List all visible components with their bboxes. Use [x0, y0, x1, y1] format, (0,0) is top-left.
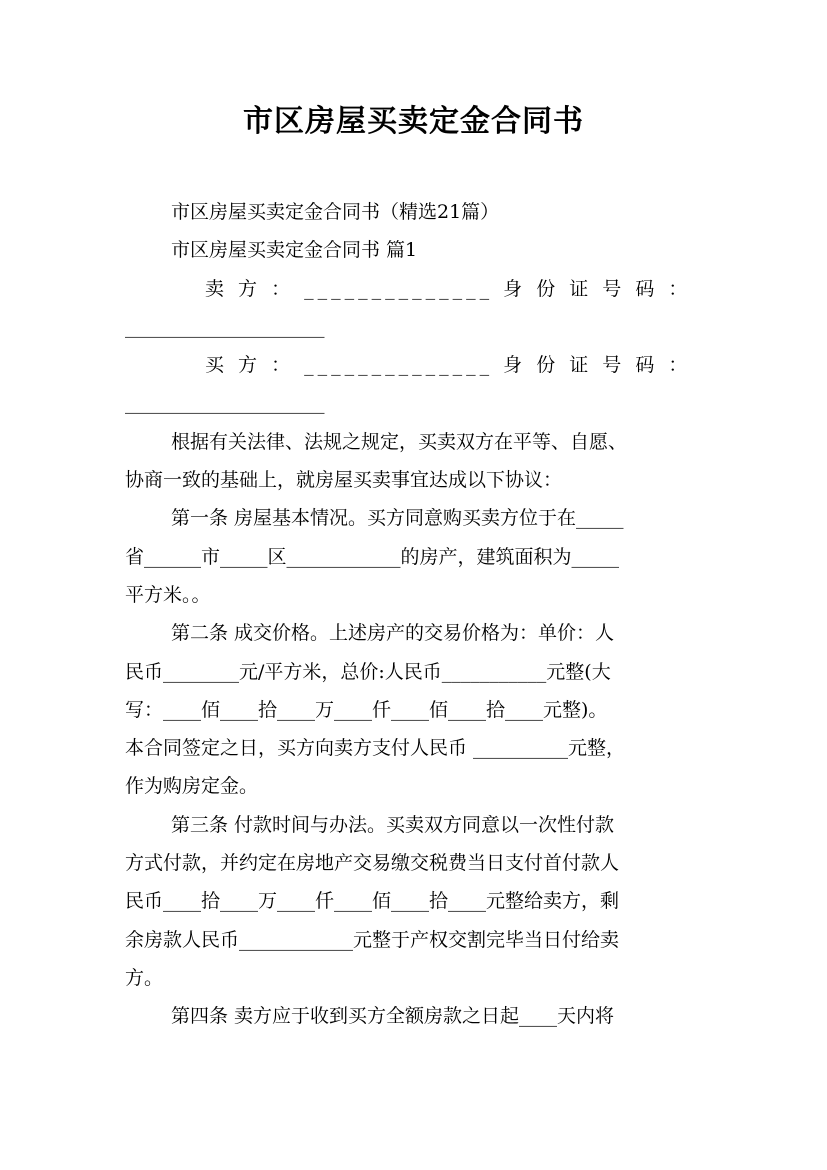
paragraph-line: 民币____拾____万____仟____佰____拾____元整给卖方，剩	[125, 890, 620, 913]
seller-id-blank: _____________________	[125, 315, 325, 338]
paragraph-line: 第三条 付款时间与办法。买卖双方同意以一次性付款	[171, 813, 615, 836]
paragraph-line: 第一条 房屋基本情况。买方同意购买卖方位于在_____	[171, 507, 624, 530]
paragraph-line: 方。	[125, 966, 164, 989]
paragraph-line: 作为购房定金。	[125, 775, 259, 798]
paragraph-line: 本合同签定之日，买方向卖方支付人民币 __________元整，	[125, 737, 626, 760]
paragraph-line: 民币________元/平方米，总价:人民币___________元整(大	[125, 660, 611, 683]
document-body	[125, 193, 715, 1036]
paragraph-line: 余房款人民币____________元整于产权交割完毕当日付给卖	[125, 928, 620, 951]
document-title: 市区房屋买卖定金合同书	[243, 104, 584, 139]
paragraph-line: 方式付款，并约定在房地产交易缴交税费当日支付首付款人	[125, 852, 620, 875]
paragraph-line: 平方米。。	[125, 583, 211, 606]
buyer-id-blank: _____________________	[125, 392, 325, 415]
paragraph-line: 根据有关法律、法规之规定，买卖双方在平等、自愿、	[171, 430, 628, 453]
paragraph-line: 第四条 卖方应于收到买方全额房款之日起____天内将	[171, 1005, 615, 1028]
section-heading: 市区房屋买卖定金合同书 篇1	[171, 239, 418, 262]
buyer-line: 买 方 ： ______________ 身 份 证 号 码 ：	[205, 354, 692, 377]
paragraph-line: 第二条 成交价格。上述房产的交易价格为：单价：人	[171, 622, 615, 645]
subtitle-line: 市区房屋买卖定金合同书（精选21篇）	[171, 201, 500, 223]
seller-line: 卖 方 ： ______________ 身 份 证 号 码 ：	[205, 277, 692, 300]
paragraph-line: 省______市_____区____________的房产，建筑面积为_____	[125, 545, 620, 568]
paragraph-line: 写：____佰____拾____万____仟____佰____拾____元整)。	[125, 698, 608, 721]
paragraph-line: 协商一致的基础上，就房屋买卖事宜达成以下协议：	[125, 469, 563, 492]
